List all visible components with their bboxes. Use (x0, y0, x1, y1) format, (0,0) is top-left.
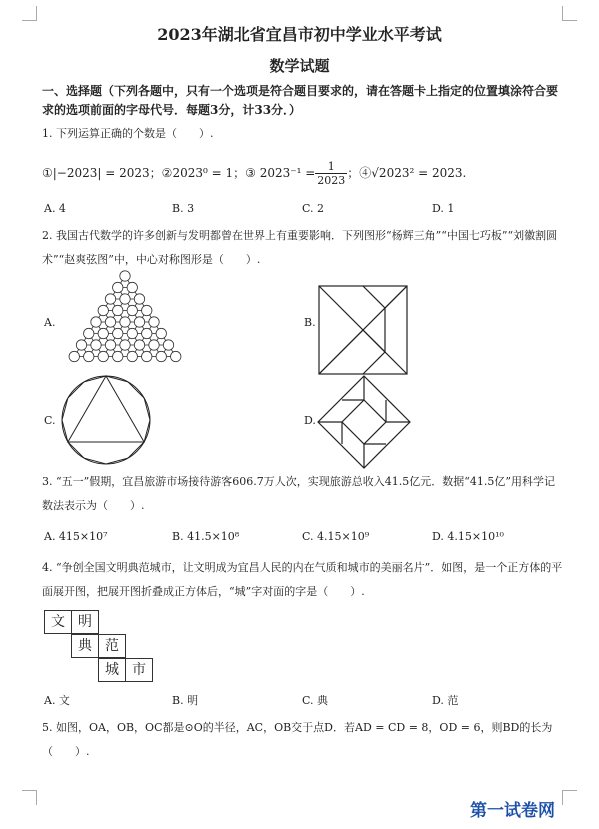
triangle-node (105, 317, 115, 327)
section-heading: 一、选择题（下列各题中，只有一个选项是符合题目要求的，请在答题卡上指定的位置填涂符合要求的选项前面的字母代号．每题3分，计33分．） (42, 84, 559, 117)
q2-label-b: B. (304, 316, 316, 329)
q1-option-b: B. 3 (172, 202, 195, 215)
q5-stem: 5. 如图，OA，OB，OC都是⊙O的半径，AC，OB交于点D．若AD = CD = 8，OD = 6，则BD的长为（ ）. (42, 721, 553, 758)
triangle-node (142, 351, 152, 361)
triangle-node (134, 294, 144, 304)
fraction-denominator: 2023 (317, 174, 346, 187)
triangle-node (84, 351, 94, 361)
q1-sep-3: ；④ (347, 166, 372, 180)
q3-option-a: A. 415×10⁷ (44, 530, 108, 543)
yanghui-triangle-figure (60, 270, 190, 366)
crop-mark-top-left (22, 6, 37, 21)
q1-expr-2: 2023⁰ = 1 (172, 166, 234, 180)
triangle-node (163, 340, 173, 350)
triangle-node (120, 294, 130, 304)
q3-option-c: C. 4.15×10⁹ (302, 530, 370, 543)
net-cell-ming: 明 (71, 610, 99, 634)
q2-stem: 2. 我国古代数学的许多创新与发明都曾在世界上有重要影响．下列图形“杨辉三角”“中国七巧板”“刘徽割圆术”“赵爽弦图”中，中心对称图形是（ ）. (42, 229, 558, 266)
net-cell-fan: 范 (98, 634, 126, 658)
net-cell-cheng: 城 (98, 658, 126, 682)
triangle-node (113, 305, 123, 315)
triangle-node (120, 317, 130, 327)
exam-subtitle: 数学试题 (269, 57, 330, 75)
q3-option-b: B. 41.5×10⁸ (172, 530, 240, 543)
triangle-node (120, 340, 130, 350)
triangle-node (84, 328, 94, 338)
fraction-numerator: 1 (315, 160, 347, 174)
q1-option-a: A. 4 (44, 202, 66, 215)
q1-sep-1: ；② (149, 166, 173, 180)
triangle-node (113, 282, 123, 292)
triangle-node (76, 340, 86, 350)
q2-label-c: C. (44, 414, 56, 427)
triangle-node (120, 271, 130, 281)
triangle-node (156, 328, 166, 338)
triangle-node (134, 317, 144, 327)
triangle-node (127, 351, 137, 361)
q2-label-d: D. (304, 414, 316, 427)
triangle-node (171, 351, 181, 361)
q1-expr-3-fraction (315, 160, 347, 187)
q1-stem: 1. 下列运算正确的个数是（ ）. (42, 127, 214, 140)
triangle-node (98, 351, 108, 361)
triangle-node (142, 328, 152, 338)
net-cell-shi: 市 (125, 658, 153, 682)
q1-end: . (462, 166, 467, 180)
q1-expr-3-left: 2023⁻¹ = (259, 166, 316, 180)
net-cell-dian: 典 (71, 634, 99, 658)
triangle-node (127, 328, 137, 338)
triangle-node (98, 305, 108, 315)
triangle-node (127, 305, 137, 315)
triangle-node (113, 328, 123, 338)
triangle-node (127, 282, 137, 292)
triangle-node (134, 340, 144, 350)
q1-item-1-number: ① (42, 166, 53, 180)
triangle-node (91, 317, 101, 327)
triangle-node (113, 351, 123, 361)
q1-option-d: D. 1 (432, 202, 455, 215)
site-watermark: 第一试卷网 (470, 801, 555, 821)
crop-mark-bottom-right (562, 790, 577, 805)
crop-mark-bottom-left (22, 790, 37, 805)
q1-expr-4: √2023² = 2023 (371, 166, 463, 180)
triangle-node (149, 317, 159, 327)
triangle-node (105, 294, 115, 304)
q4-option-b: B. 明 (172, 694, 199, 707)
q1-sep-2: ；③ (233, 166, 256, 180)
q4-option-c: C. 典 (302, 694, 329, 707)
zhao-shuang-figure (316, 374, 412, 470)
crop-mark-top-right (562, 6, 577, 21)
net-cell-wen: 文 (44, 610, 72, 634)
q4-stem: 4. “争创全国文明典范城市，让文明成为宜昌人民的内在气质和城市的美丽名片”．如图，是一个正方体的平面展开图，把展开图折叠成正方体后，“城”字对面的字是（ ）. (42, 561, 563, 598)
q1-expr-1: |−2023| = 2023 (52, 166, 150, 180)
triangle-node (105, 340, 115, 350)
q3-option-d: D. 4.15×10¹⁰ (432, 530, 504, 543)
triangle-node (69, 351, 79, 361)
q4-option-a: A. 文 (44, 694, 70, 707)
triangle-node (149, 340, 159, 350)
exam-title: 2023年湖北省宜昌市初中学业水平考试 (157, 25, 442, 44)
tangram-figure (318, 285, 408, 375)
triangle-node (91, 340, 101, 350)
liu-hui-circle-figure (60, 374, 152, 466)
triangle-node (142, 305, 152, 315)
q3-stem: 3. “五一”假期，宜昌旅游市场接待游客606.7万人次，实现旅游总收入41.5亿元．数据“41.5亿”用科学记数法表示为（ ）. (42, 475, 555, 512)
q1-expressions (42, 158, 564, 188)
q1-expr-3 (259, 160, 348, 187)
q4-option-d: D. 范 (432, 694, 459, 707)
triangle-node (156, 351, 166, 361)
q1-option-c: C. 2 (302, 202, 325, 215)
triangle-node (98, 328, 108, 338)
q2-label-a: A. (44, 316, 56, 329)
